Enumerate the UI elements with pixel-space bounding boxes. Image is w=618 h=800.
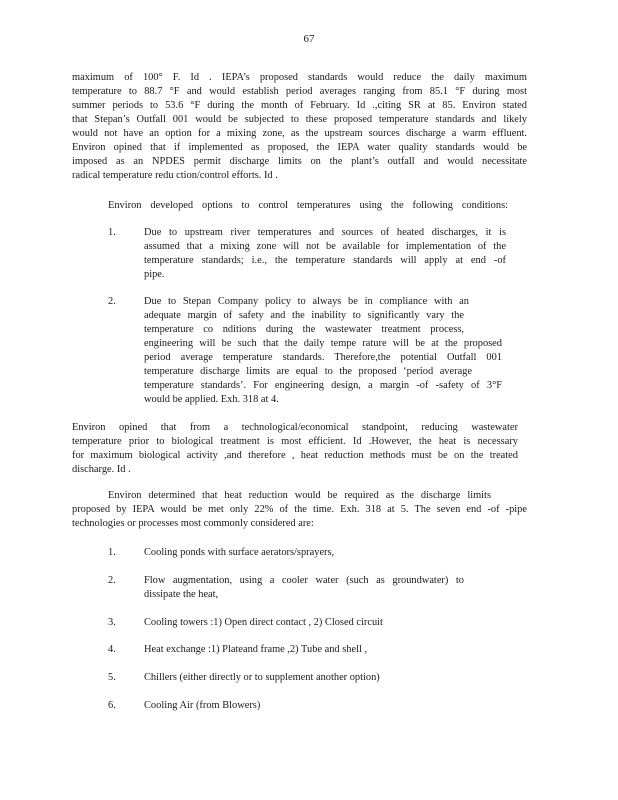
technology-item: Cooling towers :1) Open direct contact , 2) Closed circuit (144, 617, 383, 628)
page-number: 67 (303, 33, 315, 45)
technology-item: Cooling Air (from Blowers) (144, 700, 261, 711)
conditions-intro: Environ developed options to control temperatures using the following conditions: (108, 200, 508, 211)
technology-item: Cooling ponds with surface aerators/sprayers, (144, 547, 335, 558)
technology-number: 5. (108, 672, 116, 683)
condition-line: Due to upstream river temperatures and sources of heated discharges, it is (144, 227, 506, 238)
condition-number: 2. (108, 296, 116, 307)
paragraph-line: temperature to 88.7 °F and would establish period averages ranging from 85.1 °F during most (72, 86, 527, 97)
paragraph-line: summer periods to 53.6 °F during the month of February. Id .,citing SR at 85. Environ stated (72, 100, 527, 111)
paragraph-line: Environ opined that from a technological/economical standpoint, reducing wastewater (72, 422, 518, 433)
condition-line: would be applied. Exh. 318 at 4. (144, 394, 279, 405)
condition-line: assumed that a mixing zone will not be available for implementation of the (144, 241, 506, 252)
technology-number: 1. (108, 547, 116, 558)
technology-line: Flow augmentation, using a cooler water (such as groundwater) to (144, 575, 464, 586)
paragraph-line: maximum of 100° F. Id . IEPA’s proposed standards would reduce the daily maximum (72, 72, 527, 83)
paragraph-line: discharge. Id . (72, 464, 131, 475)
technology-number: 3. (108, 617, 116, 628)
condition-line: engineering will be such that the daily tempe rature will be at the proposed (144, 338, 502, 349)
technology-number: 2. (108, 575, 116, 586)
condition-item-2 (144, 295, 502, 407)
paragraph-line: proposed by IEPA would be met only 22% of the time. Exh. 318 at 5. The seven end -of -pipe (72, 504, 527, 515)
technology-number: 4. (108, 644, 116, 655)
paragraph-line: for maximum biological activity ,and therefore , heat reduction methods must be on the treated (72, 450, 518, 461)
paragraph-3 (72, 489, 527, 531)
paragraph-line: would not have an option for a mixing zone, as the upstream sources discharge a warm effluent. (72, 128, 527, 139)
condition-line: pipe. (144, 269, 165, 280)
paragraph-line: Environ determined that heat reduction would be required as the discharge limits (108, 490, 491, 501)
technology-item: Heat exchange :1) Plateand frame ,2) Tube and shell , (144, 644, 368, 655)
condition-line: period average temperature standards. Therefore,the potential Outfall 001 (144, 352, 502, 363)
paragraph-line: temperature prior to biological treatment is most efficient. Id .However, the heat is necessary (72, 436, 518, 447)
condition-item-1 (144, 226, 506, 282)
paragraph-line: imposed as an NPDES permit discharge limits on the plant’s outfall and would necessitate (72, 156, 527, 167)
condition-line: temperature discharge limits are equal to the proposed ‘period average (144, 366, 472, 377)
condition-line: temperature standards; i.e., the temperature standards will apply at end -of (144, 255, 506, 266)
condition-number: 1. (108, 227, 116, 238)
condition-line: Due to Stepan Company policy to always be in compliance with an (144, 296, 469, 307)
paragraph-line: radical temperature redu ction/control efforts. Id . (72, 170, 278, 181)
technology-number: 6. (108, 700, 116, 711)
condition-line: temperature standards’. For engineering design, a margin -of -safety of 3°F (144, 380, 502, 391)
technology-item (144, 574, 464, 602)
paragraph-line: Environ opined that if implemented as proposed, the IEPA water quality standards would be (72, 142, 527, 153)
paragraph-line: that Stepan’s Outfall 001 would be subjected to these proposed temperature standards and likely (72, 114, 527, 125)
technology-item: Chillers (either directly or to supplement another option) (144, 672, 380, 683)
paragraph-1 (72, 71, 527, 183)
technology-line: dissipate the heat, (144, 589, 219, 600)
paragraph-line: technologies or processes most commonly considered are: (72, 518, 314, 529)
condition-line: temperature co nditions during the wastewater treatment process, (144, 324, 464, 335)
condition-line: adequate margin of safety and the inability to significantly vary the (144, 310, 464, 321)
paragraph-2 (72, 421, 518, 477)
